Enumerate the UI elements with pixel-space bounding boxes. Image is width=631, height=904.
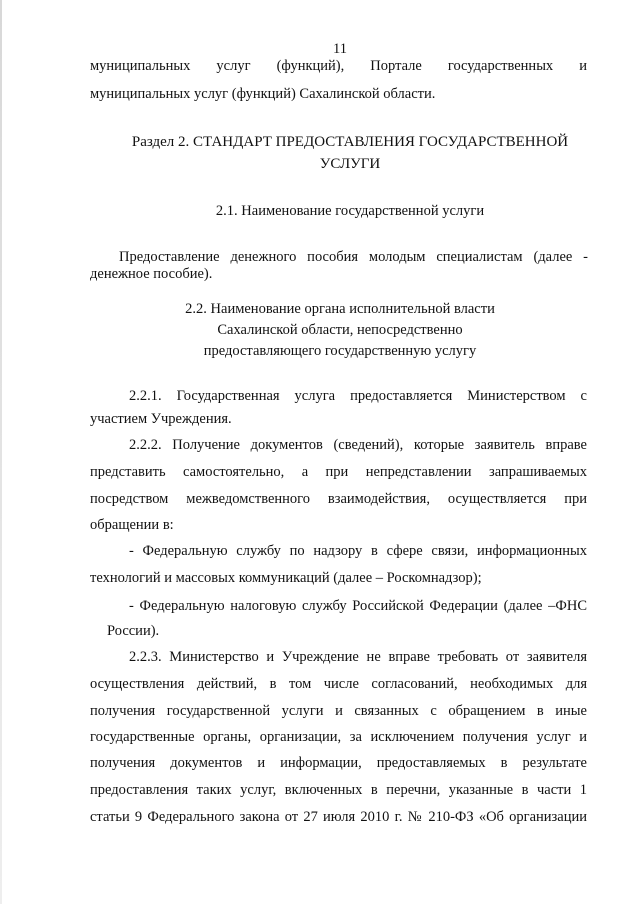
heading-line: предоставляющего государственную услугу xyxy=(203,343,477,359)
paragraph-line: предоставления таких услуг, включенных в перечни, указанные в части 1 xyxy=(90,782,587,798)
paragraph-line: государственные органы, организации, за исключением получения услуг и xyxy=(90,729,587,745)
paragraph-line: муниципальных услуг (функций) Сахалинской области. xyxy=(90,86,436,102)
paragraph-line: денежное пособие). xyxy=(90,266,213,282)
paragraph-line: участием Учреждения. xyxy=(90,411,232,427)
heading-line: Сахалинской области, непосредственно xyxy=(217,322,463,338)
paragraph-line: посредством межведомственного взаимодействия, осуществляется при xyxy=(90,491,587,507)
heading-line: 2.2. Наименование органа исполнительной власти xyxy=(185,301,495,317)
paragraph-line: 2.2.3. Министерство и Учреждение не вправе требовать от заявителя xyxy=(129,649,587,665)
paragraph-line: получения документов и информации, предоставляемых в результате xyxy=(90,755,587,771)
section-title-line: Раздел 2. СТАНДАРТ ПРЕДОСТАВЛЕНИЯ ГОСУДАРСТВЕННОЙ xyxy=(131,134,569,150)
paragraph-line: 2.2.1. Государственная услуга предоставляется Министерством с xyxy=(129,388,587,404)
paragraph-line: статьи 9 Федерального закона от 27 июля 2010 г. № 210-ФЗ «Об организации xyxy=(90,809,587,825)
paragraph-line: получения государственной услуги и связанных с обращением в иные xyxy=(90,703,587,719)
paragraph-line: осуществления действий, в том числе согласований, необходимых для xyxy=(90,676,587,692)
paragraph-line: муниципальных услуг (функций), Портале государственных и xyxy=(90,58,587,74)
page-number: 11 xyxy=(333,41,347,57)
scan-edge-artifact xyxy=(0,0,2,904)
paragraph-line: представить самостоятельно, а при непредставлении запрашиваемых xyxy=(90,464,587,480)
paragraph-line: 2.2.2. Получение документов (сведений), которые заявитель вправе xyxy=(129,437,587,453)
paragraph-line: технологий и массовых коммуникаций (далее – Роскомнадзор); xyxy=(90,570,482,586)
paragraph-line: Предоставление денежного пособия молодым специалистам (далее - xyxy=(119,249,588,265)
subsection-heading-2-1: 2.1. Наименование государственной услуги xyxy=(215,203,485,219)
paragraph-line: - Федеральную службу по надзору в сфере связи, информационных xyxy=(129,543,587,559)
paragraph-line: обращении в: xyxy=(90,517,174,533)
paragraph-line: России). xyxy=(107,623,160,639)
paragraph-line: - Федеральную налоговую службу Российской Федерации (далее –ФНС xyxy=(129,598,587,614)
section-title-line: УСЛУГИ xyxy=(319,156,381,172)
